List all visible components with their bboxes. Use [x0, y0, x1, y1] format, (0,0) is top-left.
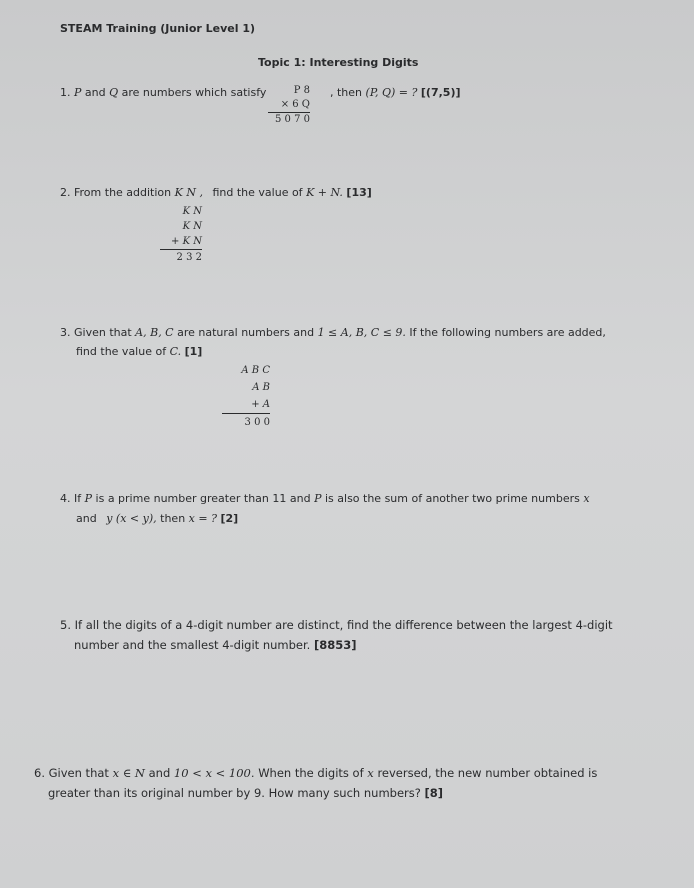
- q6-l1a: 6. Given that: [34, 766, 109, 780]
- q3-vars: A, B, C: [135, 326, 174, 339]
- q3-c: C.: [169, 345, 182, 358]
- q4-t1: If: [74, 492, 82, 505]
- q3-text1: Given that: [74, 326, 132, 339]
- q1-row2: × 6 Q: [268, 98, 310, 113]
- q1-pq: (P, Q) = ?: [365, 86, 418, 99]
- q4-xq: x = ?: [188, 512, 217, 525]
- q2-expr: K + N.: [306, 186, 343, 199]
- question-4: [60, 492, 590, 505]
- q2-row3: + K N: [160, 234, 202, 250]
- q1-then-text: , then: [330, 86, 363, 99]
- q2-find: find the value of: [212, 186, 303, 199]
- question-5-line2: [74, 638, 357, 652]
- q2-row2: K N: [182, 221, 202, 232]
- q6-x: x: [367, 766, 374, 780]
- q1-multiplication: [268, 84, 310, 127]
- course-title: STEAM Training (Junior Level 1): [60, 22, 256, 35]
- question-6: [34, 766, 597, 780]
- q6-line2: greater than its original number by 9. How many such numbers?: [48, 786, 421, 800]
- q3-answer: [1]: [184, 345, 203, 358]
- q1-text: are numbers which satisfy: [121, 86, 267, 99]
- q4-x: x: [583, 492, 590, 505]
- q3-range: 1 ≤ A, B, C ≤ 9.: [317, 326, 406, 339]
- q6-l1b: When the digits of: [258, 766, 364, 780]
- q4-t3: is also the sum of another two prime numbers: [324, 492, 580, 505]
- topic-title: Topic 1: Interesting Digits: [258, 56, 419, 69]
- q4-y: y: [106, 512, 113, 525]
- question-2: [60, 186, 372, 199]
- q2-number: 2.: [60, 186, 71, 199]
- question-5: [60, 618, 613, 632]
- q4-then: then: [160, 512, 186, 525]
- question-4-line2: [76, 512, 238, 525]
- q6-answer: [8]: [424, 786, 444, 800]
- question-6-line2: [48, 786, 443, 800]
- q3-result: 3 0 0: [244, 417, 270, 428]
- q5-line1: 5. If all the digits of a 4-digit number are distinct, find the difference between the largest 4-digit: [60, 618, 613, 632]
- q4-number: 4.: [60, 492, 71, 505]
- q2-result: 2 3 2: [176, 252, 202, 263]
- q3-row2: A B: [252, 382, 270, 393]
- q2-row1: K N: [182, 206, 202, 217]
- q5-line2: number and the smallest 4-digit number.: [74, 638, 311, 652]
- q4-p2: P: [314, 492, 322, 505]
- q3-text2: are natural numbers and: [177, 326, 315, 339]
- q3-row1: A B C: [241, 365, 270, 376]
- q3-row3: + A: [222, 396, 270, 414]
- q1-and: and: [84, 86, 106, 99]
- q4-cond: (x < y),: [115, 512, 157, 525]
- q1-row1: P 8: [293, 85, 310, 96]
- q2-text: From the addition: [74, 186, 172, 199]
- q5-answer: [8853]: [313, 638, 357, 652]
- q6-range: 10 < x < 100.: [173, 766, 255, 780]
- q4-l2a: and: [76, 512, 97, 525]
- q6-xn: x ∈ N: [112, 766, 145, 780]
- question-3: [60, 326, 606, 339]
- q3-addition: [222, 362, 270, 431]
- q1-number: 1.: [60, 86, 71, 99]
- question-3-line2: [76, 345, 202, 358]
- q3-line2: find the value of: [76, 345, 167, 358]
- q1-var-p: P: [74, 86, 82, 99]
- q2-addition: [160, 204, 202, 265]
- q6-l1c: reversed, the new number obtained is: [377, 766, 598, 780]
- q4-answer: [2]: [220, 512, 239, 525]
- q1-then: [330, 86, 461, 99]
- question-1: [60, 86, 266, 99]
- q2-answer: [13]: [346, 186, 372, 199]
- q3-text3: If the following numbers are added,: [409, 326, 606, 339]
- q1-var-q: Q: [109, 86, 119, 99]
- q6-and: and: [148, 766, 171, 780]
- q3-number: 3.: [60, 326, 71, 339]
- q1-answer: [(7,5)]: [420, 86, 461, 99]
- q4-t2: is a prime number greater than 11 and: [95, 492, 311, 505]
- q2-kn: K N ,: [174, 186, 203, 199]
- q4-p1: P: [84, 492, 93, 505]
- q1-result: 5 0 7 0: [275, 114, 310, 125]
